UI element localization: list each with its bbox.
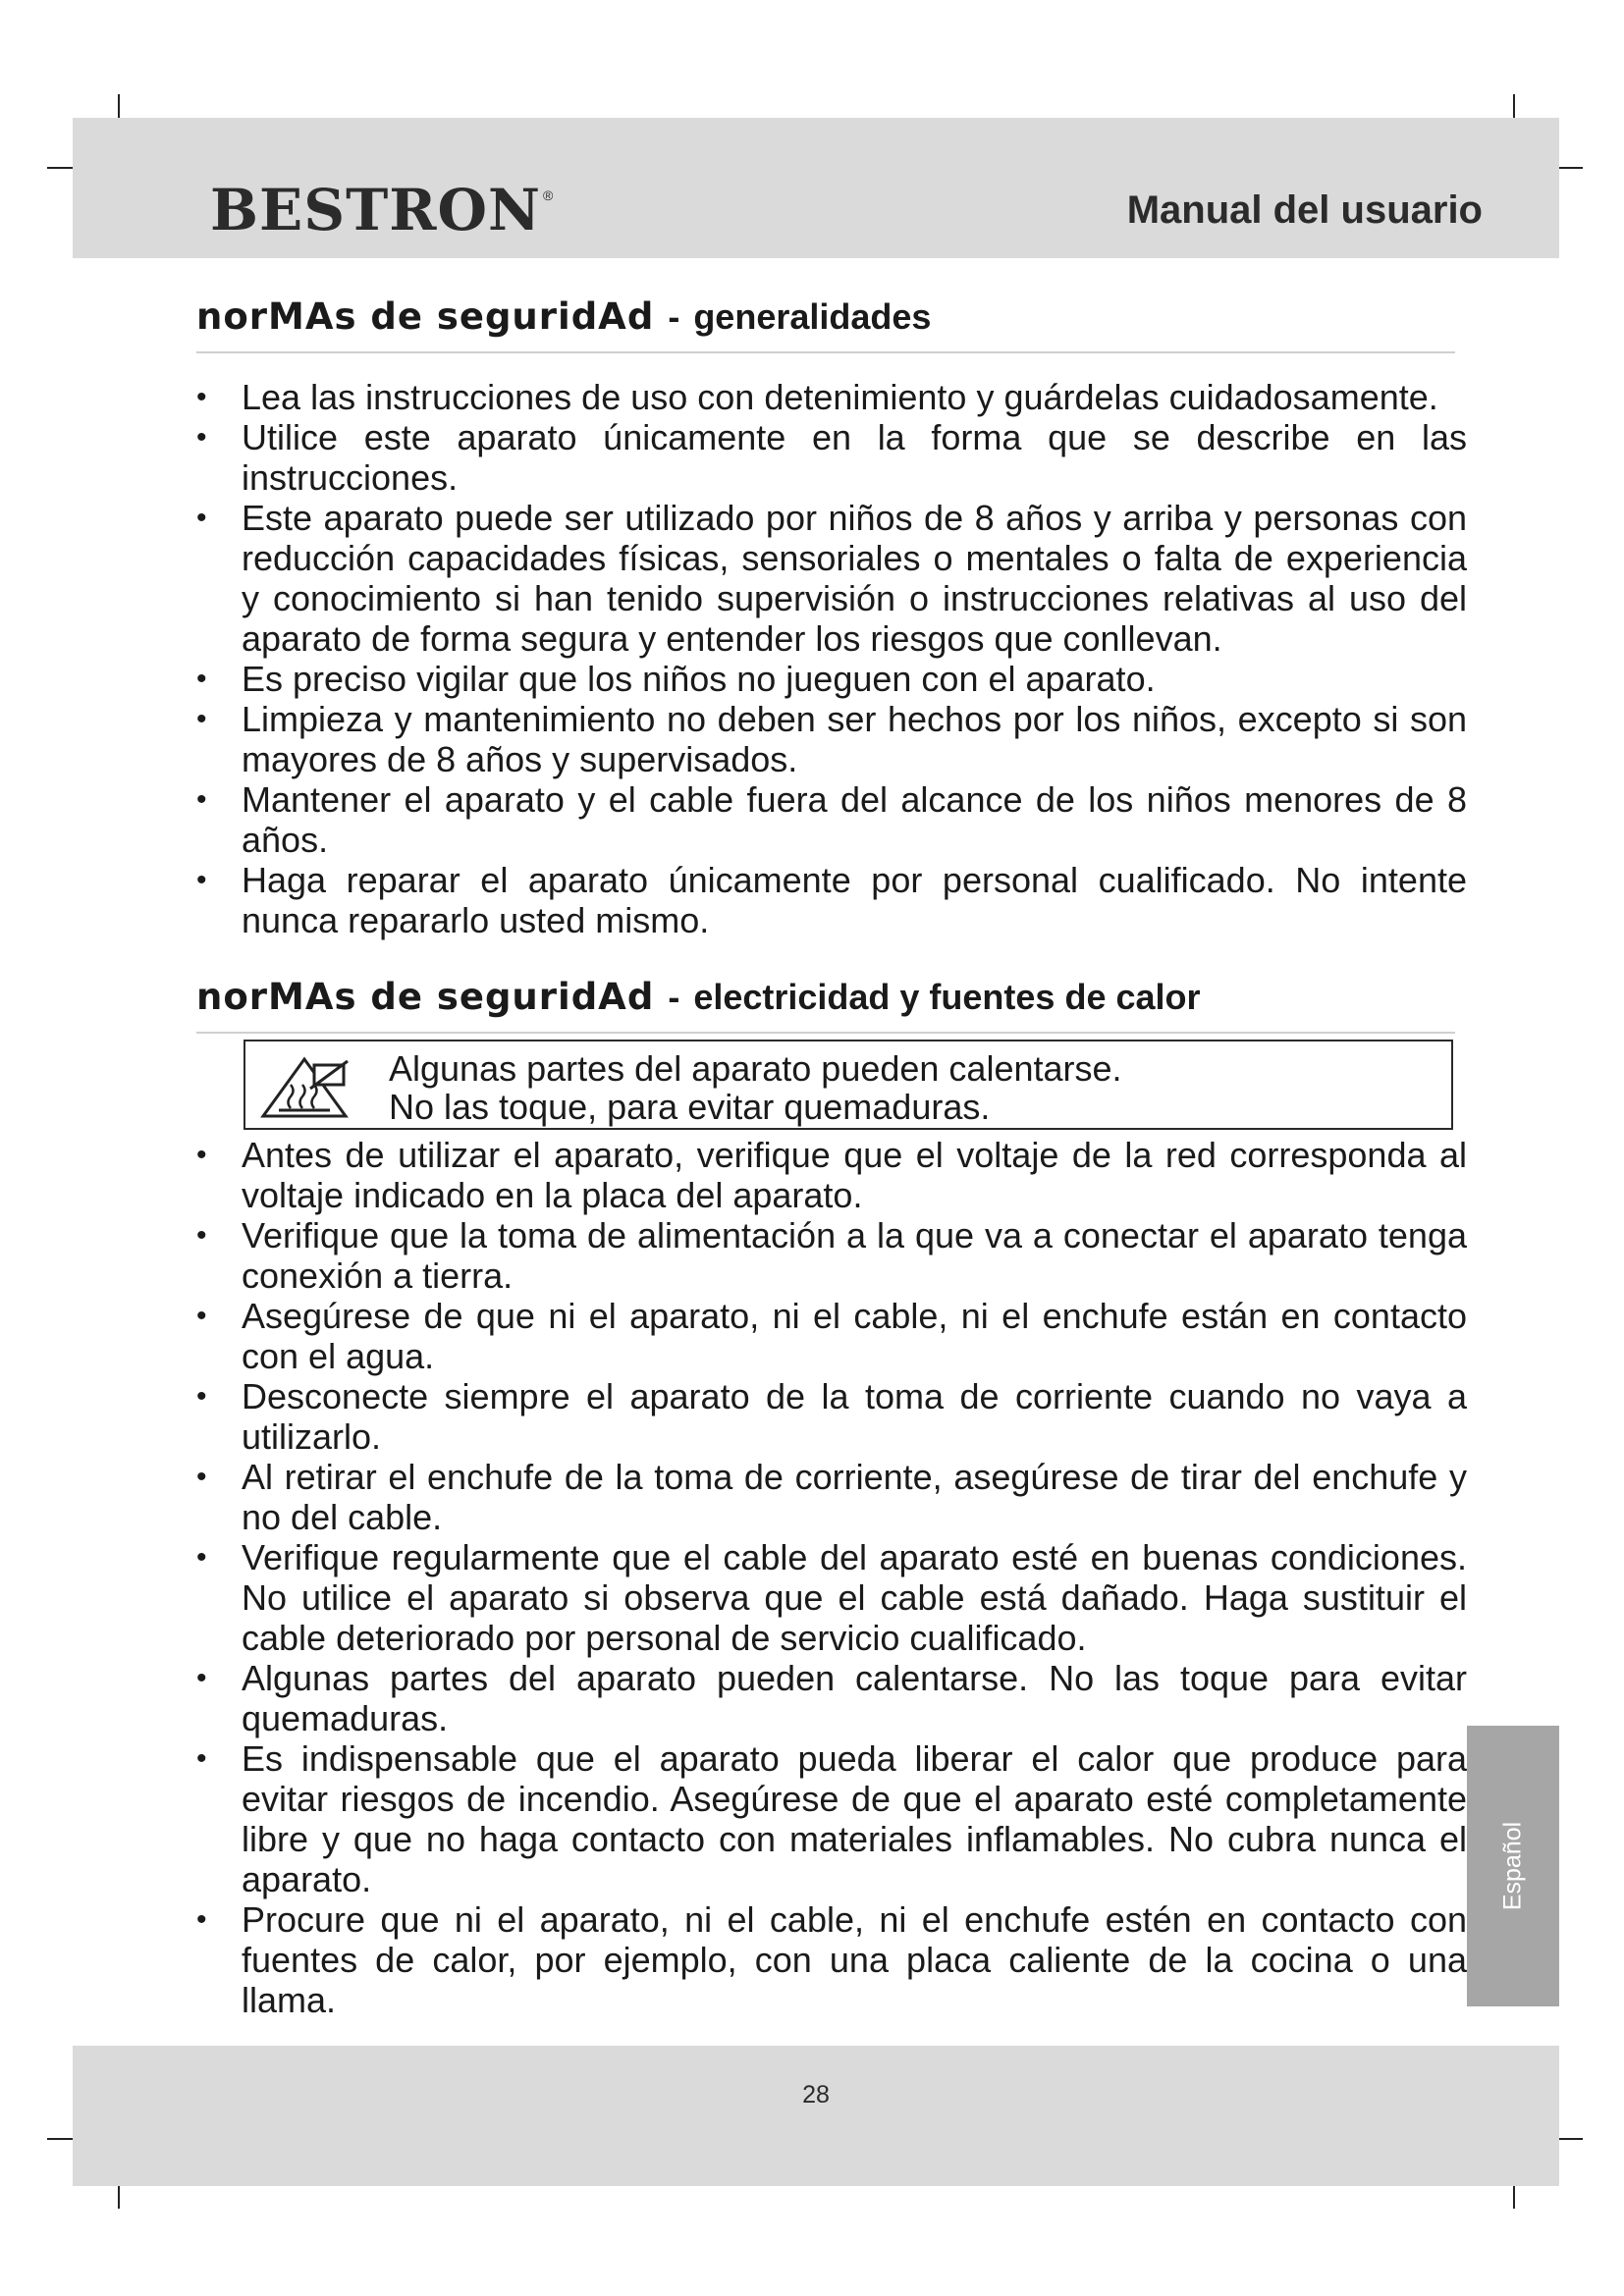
- warning-line-2: No las toque, para evitar quemaduras.: [389, 1087, 991, 1127]
- list-item: • Procure que ni el aparato, ni el cable, ni el enchufe estén en contacto con fuentes de calor, por ejemplo, con una placa caliente de la cocina o una llama.: [196, 1899, 1467, 2020]
- list-item: • Limpieza y mantenimiento no deben ser hechos por los niños, excepto si son mayores de 8 años y supervisados.: [196, 699, 1467, 779]
- section-title-separator: -: [668, 296, 680, 337]
- list-item: • Asegúrese de que ni el aparato, ni el cable, ni el enchufe están en contacto con el agua.: [196, 1296, 1467, 1376]
- warning-line-1: Algunas partes del aparato pueden calentarse.: [389, 1048, 1122, 1089]
- list-item: • Verifique regularmente que el cable del aparato esté en buenas condiciones. No utilice el aparato si observa que el cable está dañado. Haga sustituir el cable deteriorado por personal de servicio cualificado.: [196, 1537, 1467, 1658]
- list-item: • Utilice este aparato únicamente en la forma que se describe en las instrucciones.: [196, 417, 1467, 498]
- list-item: • Verifique que la toma de alimentación a la que va a conectar el aparato tenga conexión a tierra.: [196, 1215, 1467, 1296]
- logo-wordmark: BESTRON: [210, 177, 542, 243]
- list-item: • Mantener el aparato y el cable fuera del alcance de los niños menores de 8 años.: [196, 779, 1467, 860]
- section-title-generalidades: [196, 295, 1455, 353]
- section-title-label: norMAs de seguridAd: [196, 976, 655, 1018]
- hot-surface-warning-box: [244, 1040, 1453, 1130]
- hot-surface-warning-icon: [257, 1051, 352, 1122]
- section-title-electricidad: [196, 976, 1455, 1034]
- section-title-label: norMAs de seguridAd: [196, 295, 655, 338]
- header-band: [73, 118, 1559, 258]
- language-tab-label: Español: [1498, 1821, 1527, 1911]
- section-title-separator: -: [668, 977, 680, 1017]
- list-item: • Este aparato puede ser utilizado por niños de 8 años y arriba y personas con reducción capacidades físicas, sensoriales o mentales o falta de experiencia y conocimiento si han tenido supervisión o instrucciones relativas al uso del aparato de forma segura y entender los riesgos que conllevan.: [196, 498, 1467, 659]
- warning-text: [389, 1049, 1122, 1126]
- list-item: • Lea las instrucciones de uso con detenimiento y guárdelas cuidadosamente.: [196, 377, 1467, 417]
- list-item: • Algunas partes del aparato pueden calentarse. No las toque para evitar quemaduras.: [196, 1658, 1467, 1738]
- footer-band: [73, 2046, 1559, 2186]
- page-number: 28: [802, 2081, 830, 2109]
- brand-logo: [210, 177, 554, 243]
- bullet-list-electricidad: [196, 1135, 1467, 2020]
- list-item: • Al retirar el enchufe de la toma de corriente, asegúrese de tirar del enchufe y no del cable.: [196, 1457, 1467, 1537]
- section-title-topic: electricidad y fuentes de calor: [693, 977, 1201, 1017]
- list-item: • Es indispensable que el aparato pueda liberar el calor que produce para evitar riesgos de incendio. Asegúrese de que el aparato esté completamente libre y que no haga contacto con materiales inflamables. No cubra nunca el aparato.: [196, 1738, 1467, 1899]
- section-title-topic: generalidades: [693, 296, 932, 337]
- language-tab: [1467, 1726, 1559, 2006]
- bullet-list-generalidades: [196, 377, 1467, 940]
- list-item: • Haga reparar el aparato únicamente por personal cualificado. No intente nunca repararlo usted mismo.: [196, 860, 1467, 940]
- list-item: • Antes de utilizar el aparato, verifique que el voltaje de la red corresponda al voltaje indicado en la placa del aparato.: [196, 1135, 1467, 1215]
- list-item: • Desconecte siempre el aparato de la toma de corriente cuando no vaya a utilizarlo.: [196, 1376, 1467, 1457]
- registered-mark: ®: [543, 187, 555, 203]
- manual-title: Manual del usuario: [1126, 188, 1483, 232]
- list-item: • Es preciso vigilar que los niños no jueguen con el aparato.: [196, 659, 1467, 699]
